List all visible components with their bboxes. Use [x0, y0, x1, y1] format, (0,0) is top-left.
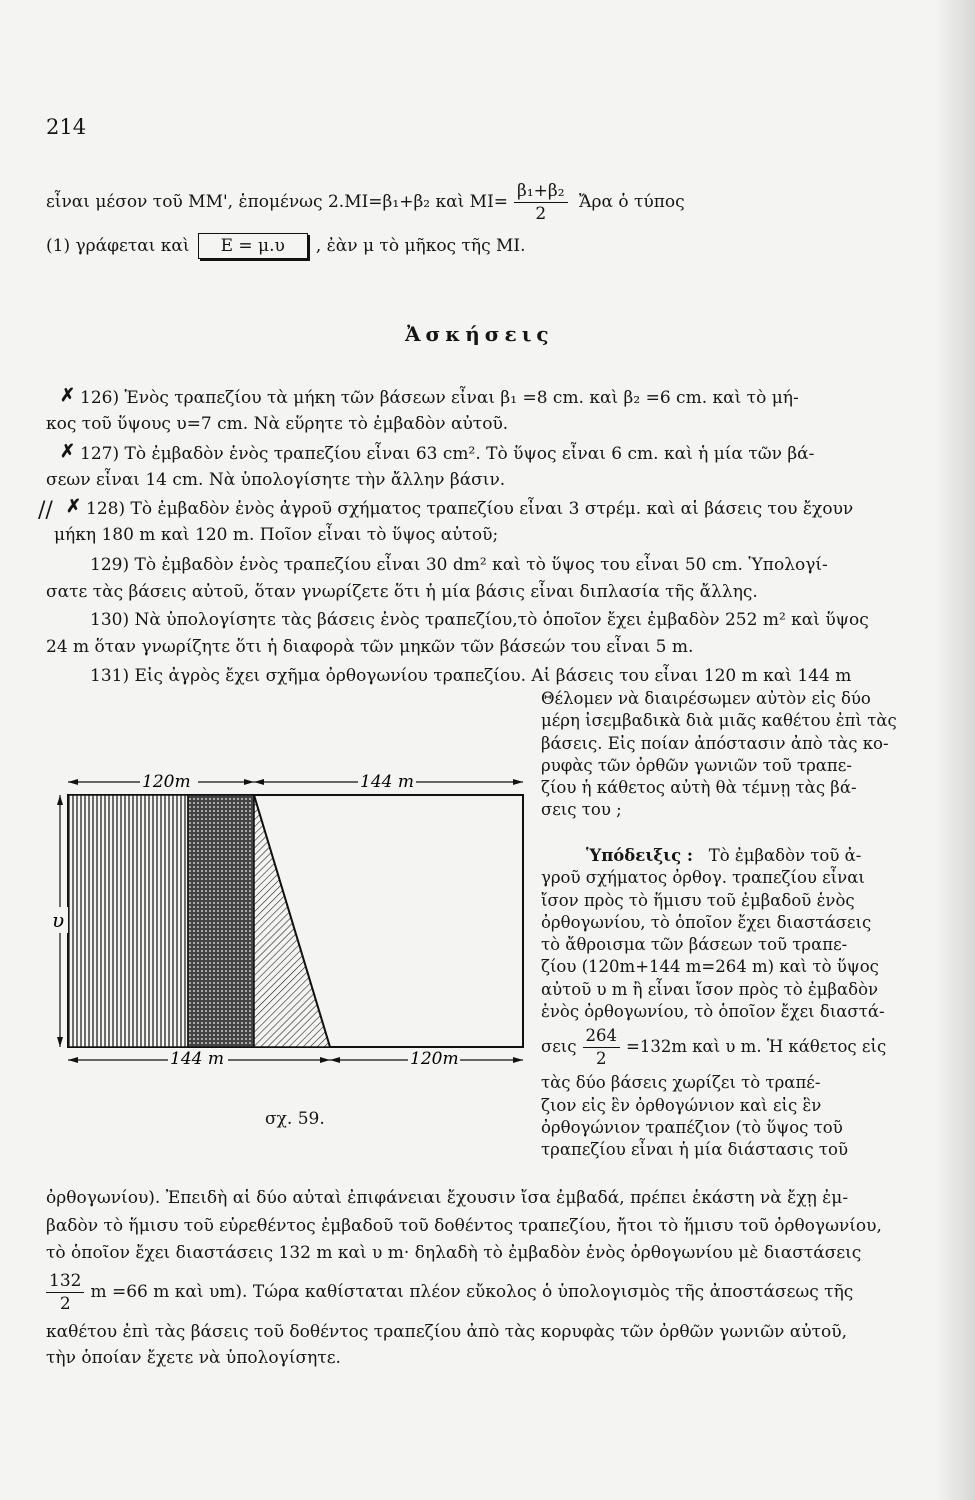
arrow-head: [254, 779, 264, 785]
bottom-line-1: ὀρθογωνίου). Ἐπειδὴ αἱ δύο αὐταὶ ἐπιφάνειαι ἔχουσιν ἴσα ἐμβαδά, πρέπει ἑκάστη νὰ ἔχῃ ἐμ-: [46, 1188, 849, 1208]
hint-label: Ὑπόδειξις :: [586, 846, 693, 865]
arrow-head: [320, 1057, 330, 1063]
exercise-128-line-1: 128) Τὸ ἐμβαδὸν ἑνὸς ἀγροῦ σχήματος τραπεζίου εἶναι 3 στρέμ. καὶ αἱ βάσεις του ἔχουν: [86, 499, 854, 519]
exercise-130-line-2: 24 m ὅταν γνωρίζητε ὅτι ἡ διαφορὰ τῶν μηκῶν τῶν βάσεών του εἶναι 5 m.: [46, 637, 694, 657]
intro-text-suffix: Ἄρα ὁ τύπος: [578, 192, 685, 212]
fraction: $\frac{264}{2}$: [583, 1025, 621, 1070]
fraction: $\frac{\text{β₁+β₂}}{2}$: [514, 180, 568, 225]
exercise-129-line-2: σατε τὰς βάσεις αὐτοῦ, ὅταν γνωρίζετε ὅτι ἡ μία βάσις εἶναι διπλασία τῆς ἄλλης.: [46, 582, 758, 602]
exercise-128-line-2: μήκη 180 m καὶ 120 m. Ποῖον εἶναι τὸ ὕψος αὐτοῦ;: [54, 525, 499, 545]
exercise-130-line-1: 130) Νὰ ὑπολογίσητε τὰς βάσεις ἑνὸς τραπεζίου,τὸ ὁποῖον ἔχει ἐμβαδὸν 252 m² καὶ ὕψος: [90, 610, 869, 630]
bottom-line-3: τὸ ὁποῖον ἔχει διαστάσεις 132 m καὶ υ m· δηλαδὴ τὸ ἐμβαδὸν ἑνὸς ὀρθογωνίου μὲ διαστάσεις: [46, 1243, 862, 1263]
arrow-head: [513, 779, 523, 785]
exercise-131-line-1: 131) Εἰς ἀγρὸς ἔχει σχῆμα ὀρθογωνίου τραπεζίου. Αἱ βάσεις του εἶναι 120 m καὶ 144 m: [90, 666, 852, 686]
bottom-line-4: $\frac{132}{2}$ m =66 m καὶ υm). Τώρα καθίσταται πλέον εὔκολος ὁ ὑπολογισμὸς τῆς ἀποστάσεως τῆς: [46, 1270, 853, 1315]
formula-box: Ε = μ.υ: [198, 233, 308, 259]
label-top-144: 144 m: [360, 772, 414, 792]
label-bottom-144: 144 m: [170, 1049, 224, 1069]
bottom-line-2: βαδὸν τὸ ἥμισυ τοῦ εὑρεθέντος ἐμβαδοῦ τοῦ δοθέντος τραπεζίου, ἤτοι τὸ ἥμισυ τοῦ ὀρθογωνίου,: [46, 1216, 882, 1236]
page-number: 214: [46, 115, 87, 139]
bottom-line-6: τὴν ὁποίαν ἔχετε νὰ ὑπολογίσητε.: [46, 1348, 341, 1368]
arrow-head: [330, 1057, 340, 1063]
intro-line-2: (1) γράφεται καὶ Ε = μ.υ , ἐὰν μ τὸ μῆκος τῆς ΜΙ.: [46, 233, 526, 259]
figure-caption: σχ. 59.: [265, 1109, 325, 1129]
check-mark: ✗: [66, 496, 82, 517]
label-height: υ: [52, 908, 65, 932]
exercise-126-line-1: 126) Ἑνὸς τραπεζίου τὰ μήκη τῶν βάσεων εἶναι β₁ =8 cm. καὶ β₂ =6 cm. καὶ τὸ μή-: [80, 388, 799, 408]
section-heading: Ἀσκήσεις: [405, 322, 554, 346]
dotted-strip: [188, 795, 254, 1047]
check-mark: ✗: [60, 385, 76, 406]
arrow-head: [68, 779, 78, 785]
exercise-129-line-1: 129) Τὸ ἐμβαδὸν ἑνὸς τραπεζίου εἶναι 30 dm² καὶ τὸ ὕψος του εἶναι 50 cm. Ὑπολογί-: [90, 555, 828, 575]
hatched-rectangle: [68, 795, 188, 1047]
arrow-head: [513, 1057, 523, 1063]
fraction: $\frac{132}{2}$: [46, 1270, 84, 1315]
right-column-text: Θέλομεν νὰ διαιρέσωμεν αὐτὸν εἰς δύο μέρη ἰσεμβαδικὰ διὰ μιᾶς καθέτου ἐπὶ τὰς βάσεις. Εἰς ποίαν ἀπόστασιν ἀπὸ τὰς κο- ρυφὰς τῶν ὀρθῶν γωνιῶν τοῦ τραπε- ζίου ἡ κάθετος αὐτὴ θὰ τέμνῃ τὰς βά- σεις του ;: [541, 689, 897, 820]
hint-block: Ὑπόδειξις : Τὸ ἐμβαδὸν τοῦ ἀ- γροῦ σχήματος ὀρθογ. τραπεζίου εἶναι ἴσον πρὸς τὸ ἥμισυ τοῦ ἐμβαδοῦ ἑνὸς ὀρθογωνίου, τὸ ὁποῖον ἔχει διαστάσεις τὸ ἄθροισμα τῶν βάσεων τοῦ τραπε- ζίου (120m+144 m=264 m) καὶ τὸ ὕψος αὐτοῦ υ m ἢ εἶναι ἴσον πρὸς τὸ ἐμβαδὸν ἑνὸς ὀρθογωνίου, τὸ ὁποῖον ἔχει διαστά- σεις $\frac{264}{2}$ =132m καὶ υ m. Ἡ κάθετος εἰς τὰς δύο βάσεις χωρίζει τὸ τραπέ- ζιον εἰς ἓν ὀρθογώνιον καὶ εἰς ἓν ὀρθογώνιον τραπέζιον (τὸ ὕψος τοῦ τραπεζίου εἶναι ἡ μία διάστασις τοῦ: [541, 846, 887, 1160]
page-edge-shadow: [935, 0, 975, 1500]
exercise-126-line-2: κος τοῦ ὕψους υ=7 cm. Νὰ εὕρητε τὸ ἐμβαδὸν αὐτοῦ.: [46, 414, 509, 434]
label-bottom-120: 120m: [410, 1049, 459, 1069]
arrow-head: [57, 795, 63, 805]
intro-text: εἶναι μέσον τοῦ ΜΜ', ἑπομένως 2.ΜΙ=β₁+β₂ καὶ ΜΙ=: [46, 192, 509, 212]
bottom-line-5: καθέτου ἐπὶ τὰς βάσεις τοῦ δοθέντος τραπεζίου ἀπὸ τὰς κορυφὰς τῶν ὀρθῶν γωνιῶν αὐτοῦ,: [46, 1322, 847, 1342]
exercise-127-line-1: 127) Τὸ ἐμβαδὸν ἑνὸς τραπεζίου εἶναι 63 cm². Τὸ ὕψος εἶναι 6 cm. καὶ ἡ μία τῶν βά-: [80, 444, 815, 464]
slash-mark: //: [38, 498, 53, 523]
check-mark: ✗: [60, 441, 76, 462]
intro-line-1: [46, 180, 685, 225]
exercise-127-line-2: σεων εἶναι 14 cm. Νὰ ὑπολογίσητε τὴν ἄλλην βάσιν.: [46, 470, 506, 490]
arrow-head: [244, 779, 254, 785]
arrow-head: [68, 1057, 78, 1063]
arrow-head: [57, 1037, 63, 1047]
figure-59: [40, 765, 525, 1105]
label-top-120: 120m: [142, 772, 191, 792]
